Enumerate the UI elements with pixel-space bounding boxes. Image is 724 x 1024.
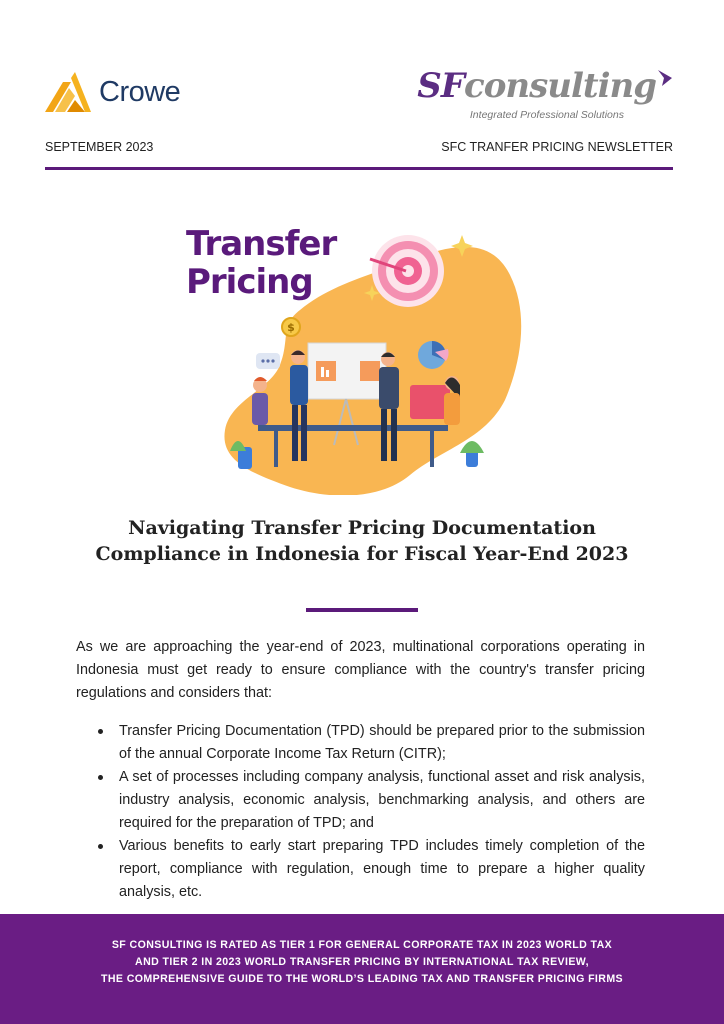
header-divider: [45, 167, 673, 170]
crowe-chevron-logo-icon: [45, 72, 93, 112]
bullet-dot-icon: [98, 729, 103, 734]
list-item-text: Transfer Pricing Documentation (TPD) should be prepared prior to the submission of the annual Corporate Income Tax Return (CITR);: [119, 723, 645, 762]
list-item: [76, 835, 645, 904]
footer-line-1: SF CONSULTING IS RATED AS TIER 1 FOR GENERAL CORPORATE TAX IN 2023 WORLD TAX: [111, 939, 613, 951]
illustration-title-line2: Pricing: [186, 262, 313, 302]
illustration-title: [186, 225, 336, 301]
newsletter-title: SFC TRANFER PRICING NEWSLETTER: [441, 140, 673, 154]
list-item-text: Various benefits to early start preparing TPD includes timely completion of the report, compliance with regulation, enough time to prepare a higher quality analysis, etc.: [119, 838, 645, 900]
list-item: [76, 720, 645, 766]
sf-consulting-wordmark: SFconsulting: [417, 66, 656, 106]
svg-text:$: $: [287, 321, 295, 334]
headline-underline: [306, 608, 418, 612]
article-headline: Navigating Transfer Pricing Documentation Compliance in Indonesia for Fiscal Year-End 2023: [95, 517, 629, 565]
footer-rating-text: [30, 937, 694, 988]
crowe-logo: [45, 72, 180, 112]
article-bullet-list: [76, 720, 645, 904]
crowe-logo-text: Crowe: [99, 75, 181, 108]
bullet-dot-icon: [98, 844, 103, 849]
speech-bubble-icon: [256, 353, 280, 369]
article-intro: As we are approaching the year-end of 2023, multinational corporations operating in Indonesia must get ready to ensure compliance with the country's transfer pricing regulations and considers that:: [76, 639, 645, 701]
list-item: [76, 766, 645, 835]
list-item-text: A set of processes including company analysis, functional asset and risk analysis, industry analysis, economic analysis, benchmarking analysis, and others are required for the preparation of TPD; and: [119, 769, 645, 831]
sf-consulting-logo: [417, 66, 674, 126]
illustration-title-line1: Transfer: [186, 224, 337, 264]
footer-line-2: AND TIER 2 IN 2023 WORLD TRANSFER PRICING BY INTERNATIONAL TAX REVIEW,: [135, 956, 589, 968]
transfer-pricing-illustration: [180, 215, 530, 495]
dollar-coin-icon: [282, 318, 300, 336]
sfc-tagline: Integrated Professional Solutions: [469, 109, 624, 121]
page-header: [45, 66, 674, 126]
footer-banner: [0, 914, 724, 1024]
footer-line-3: THE COMPREHENSIVE GUIDE TO THE WORLD’S LEADING TAX AND TRANSFER PRICING FIRMS: [100, 973, 624, 985]
bullet-dot-icon: [98, 775, 103, 780]
sfc-arrow-icon: [658, 70, 674, 88]
issue-date: SEPTEMBER 2023: [45, 140, 154, 154]
